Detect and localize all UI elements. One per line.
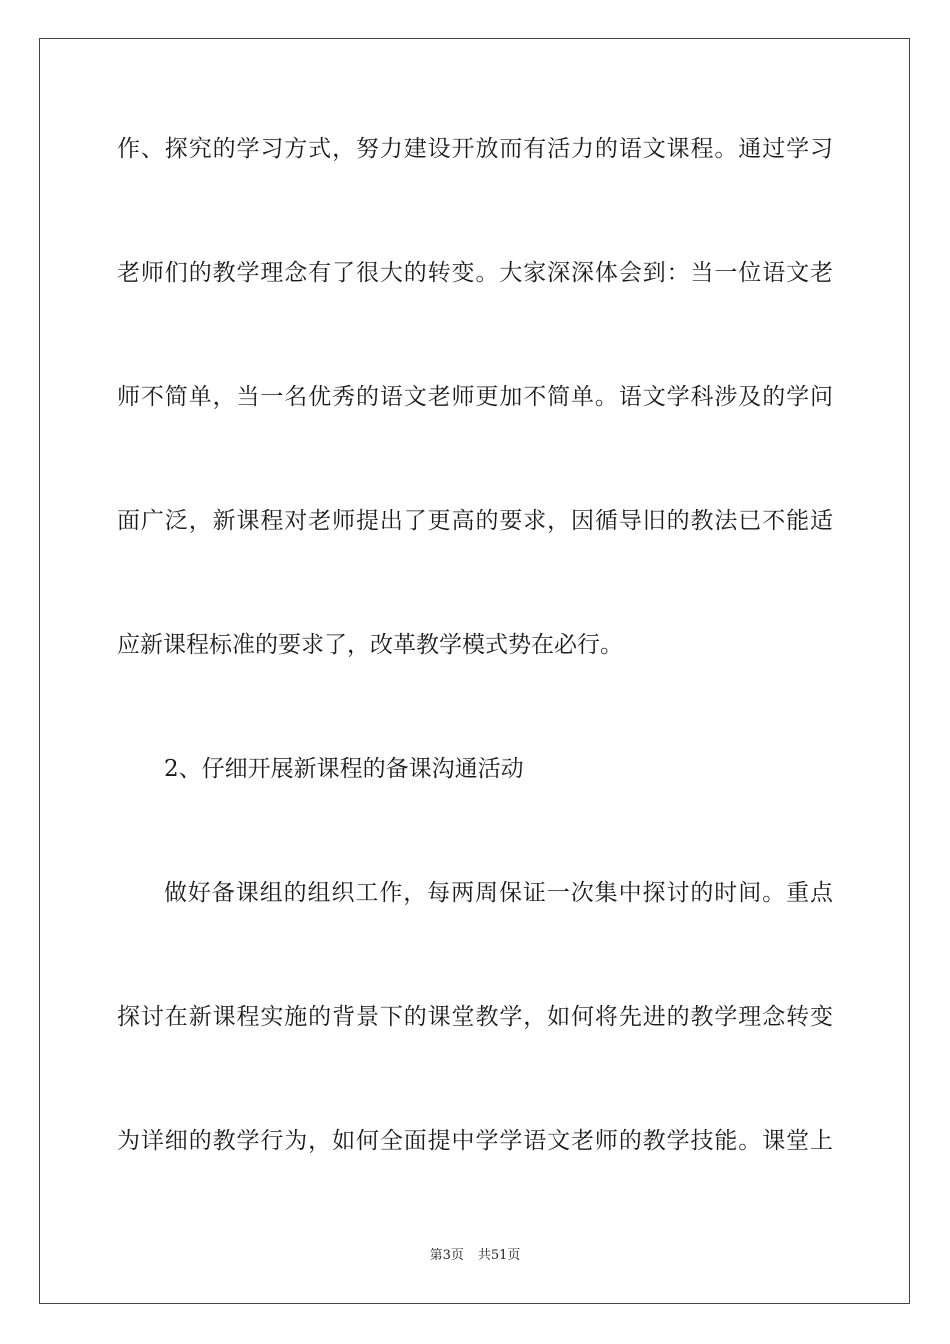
body-text-line: 做好备课组的组织工作，每两周保证一次集中探讨的时间。重点 [164, 880, 833, 906]
page-number: 第3页 [429, 1248, 464, 1263]
body-text-line: 应新课程标准的要求了，改革教学模式势在必行。 [117, 632, 623, 658]
body-text-line: 师不简单，当一名优秀的语文老师更加不简单。语文学科涉及的学问 [117, 384, 833, 410]
body-text-line: 面广泛，新课程对老师提出了更高的要求，因循导旧的教法已不能适 [117, 508, 833, 534]
body-text-line: 探讨在新课程实施的背景下的课堂教学，如何将先进的教学理念转变 [117, 1004, 833, 1030]
section-heading: 2、仔细开展新课程的备课沟通活动 [164, 756, 524, 782]
page-total: 共51页 [477, 1248, 521, 1263]
page-frame [39, 38, 910, 1304]
body-text-line: 作、探究的学习方式，努力建设开放而有活力的语文课程。通过学习 [117, 136, 833, 162]
body-text-line: 为详细的教学行为，如何全面提中学学语文老师的教学技能。课堂上 [117, 1128, 833, 1154]
page-footer [0, 1247, 950, 1265]
body-text-line: 老师们的教学理念有了很大的转变。大家深深体会到：当一位语文老 [117, 260, 833, 286]
